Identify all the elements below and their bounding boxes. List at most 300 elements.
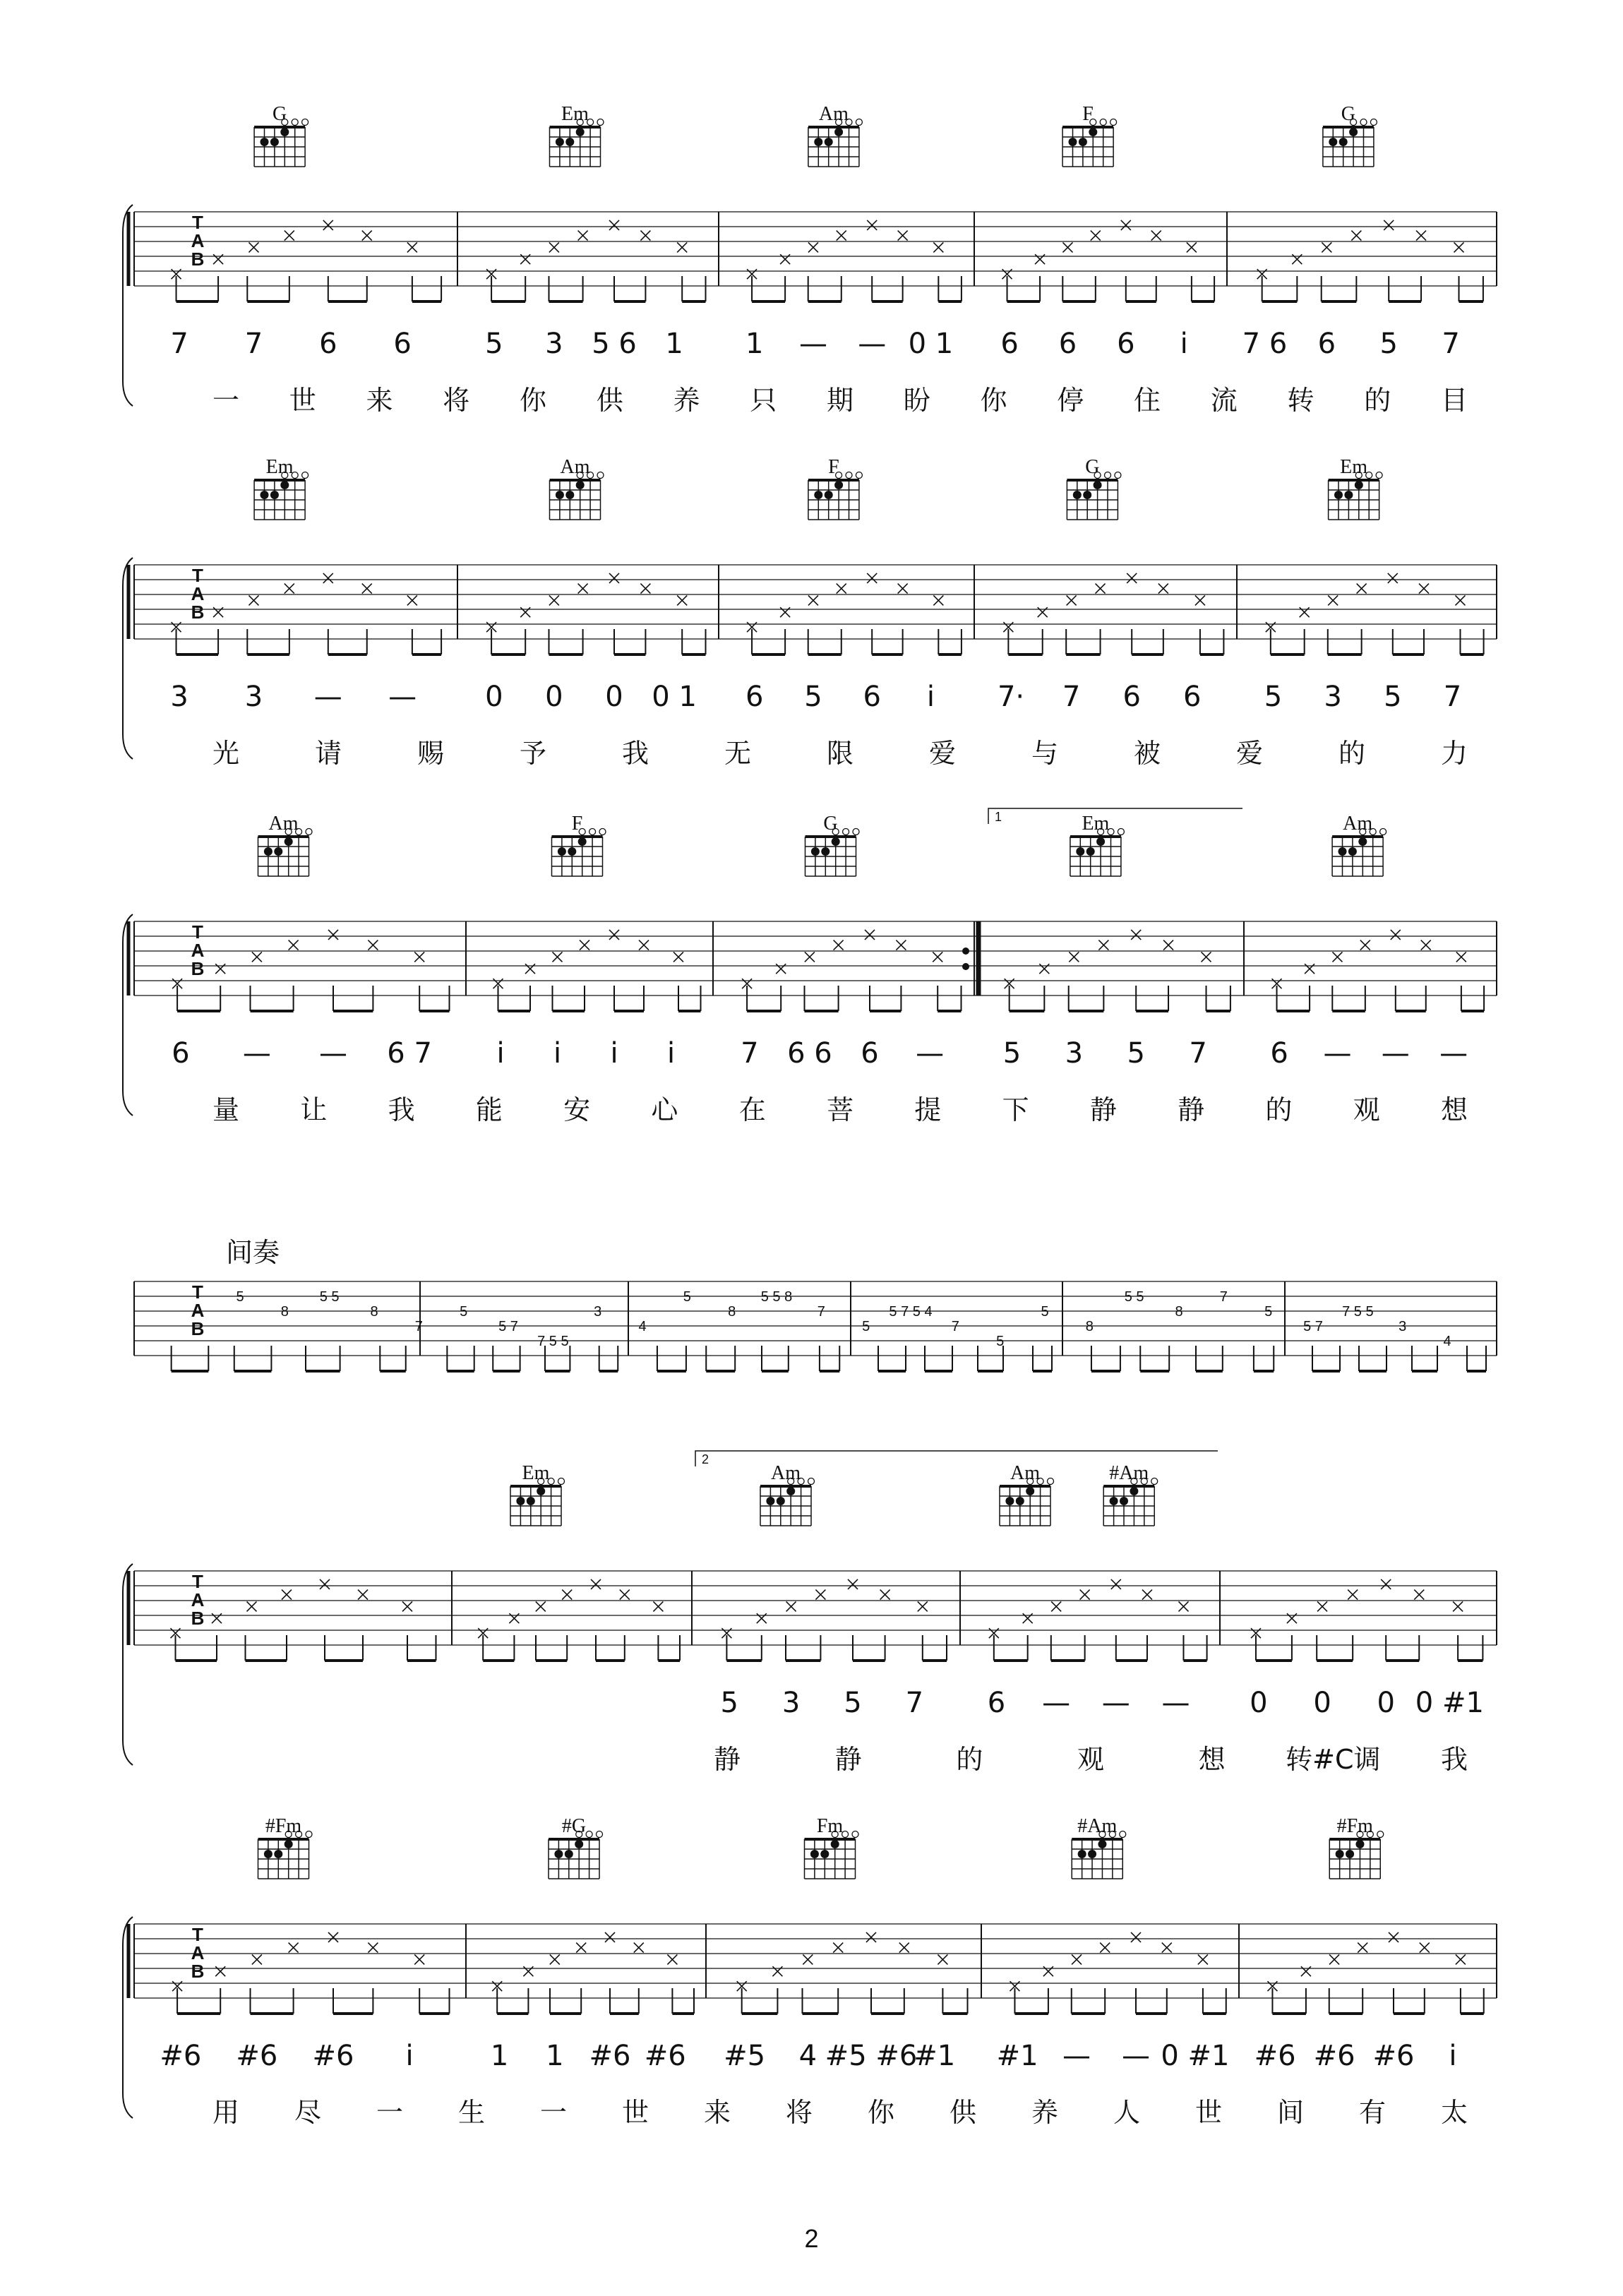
jianpu-note: 6 [987,1687,1006,1719]
finger-dot [1089,128,1097,136]
lyric: 静 [1178,1094,1205,1125]
volta-number: 1 [994,810,1002,824]
finger-dot [1338,847,1347,856]
strum-x [1454,242,1464,252]
jianpu-note: 1 [745,328,764,360]
jianpu-note: #6 [644,2040,686,2072]
lyric: 下 [1002,1094,1029,1125]
lyric: 流 [1210,385,1238,416]
jianpu-note: 1 [546,2040,564,2072]
strum-x [780,607,790,617]
strum-x [815,1590,825,1600]
jianpu-note: 7 6 [1242,328,1288,360]
jianpu-note: 5 [1379,328,1398,360]
strum-x [520,254,530,264]
strum-x [667,1954,677,1964]
lyric: 一 [212,385,240,416]
lyric: 限 [826,738,854,769]
lyric: 供 [949,2097,977,2128]
chord-diagram [1329,472,1383,520]
finger-dot [578,837,587,846]
lyric: 有 [1358,2097,1387,2128]
finger-dot [1355,1840,1364,1848]
strum-x [867,220,877,230]
lyric: 的 [1364,385,1391,416]
finger-dot [556,138,564,146]
lyric: 予 [519,738,547,769]
strum-x [938,1954,947,1964]
tab-clef: T [192,1571,203,1592]
finger-dot [1336,1850,1344,1858]
lyric: 静 [713,1744,741,1775]
lyric: 被 [1133,738,1161,769]
strum-x [1301,1966,1311,1976]
jianpu-note: 6 6 [787,1037,832,1070]
jianpu-note: 5 [485,328,503,360]
strum-x [580,940,589,950]
strum-x [1360,940,1370,950]
jianpu-note: 1 [490,2040,509,2072]
lyric: 安 [563,1094,591,1125]
jianpu-note: 5 [804,681,822,713]
finger-dot [565,491,574,499]
finger-dot [825,138,833,146]
chord-name: #Fm [1336,1815,1373,1837]
strum-x [1111,1579,1121,1589]
jianpu-note: 6 [172,1037,190,1070]
strum-x [865,930,875,940]
jianpu-note: — [858,328,887,360]
strum-x [803,1954,813,1964]
system-6 [123,1815,1497,2128]
strum-x [1039,964,1049,974]
chord-diagram [258,1831,313,1879]
volta-number: 2 [701,1452,709,1466]
chord-diagram [1329,1831,1384,1879]
tab-fret-number: 5 7 [1303,1319,1323,1334]
tab-clef: A [191,940,205,961]
strum-x [252,952,262,962]
lyric: 来 [366,385,393,416]
jianpu-note: #5 [724,2040,766,2072]
finger-dot [1073,491,1082,499]
strum-x [1158,584,1168,594]
strum-x [1072,1954,1082,1964]
strum-x [653,1601,663,1611]
strum-x [285,231,294,241]
strum-x [1069,952,1079,962]
strum-x [1351,231,1361,241]
jianpu-note: i [496,1037,505,1070]
tab-clef: T [192,565,203,586]
chord-diagram [254,472,309,520]
finger-dot [575,1840,583,1848]
chord-diagram [1332,829,1387,877]
strum-x [215,1966,225,1976]
chord-name: Am [1010,1462,1040,1484]
jianpu-note: 5 [1264,681,1283,713]
jianpu-note: — [916,1037,945,1070]
lyric: 想 [1198,1744,1226,1775]
strum-x [1453,1601,1463,1611]
strum-x [933,952,942,962]
lyric: 目 [1440,385,1468,416]
tab-fret-number: 5 [683,1289,691,1305]
strum-x [639,940,649,950]
strum-x [1389,1932,1399,1942]
tab-fret-number: 8 [1085,1319,1094,1334]
strum-x [677,242,687,252]
lyric: 让 [300,1094,328,1125]
strum-x [1178,1601,1188,1611]
chord-diagram [550,472,604,520]
chord-name: Am [268,813,299,835]
strum-x [1121,220,1131,230]
strum-x [933,595,943,605]
finger-dot [565,138,574,146]
jianpu-note: #6 [1313,2040,1355,2072]
finger-dot [270,138,279,146]
lyric: 与 [1031,738,1059,769]
lyric: 转 [1287,385,1314,416]
chord-name: Em [522,1462,550,1484]
lyric: 世 [1194,2097,1223,2128]
tab-clef: A [191,583,205,604]
strum-x [1127,573,1137,583]
strum-x [772,1966,782,1976]
chord-name: #G [561,1815,587,1837]
lyric: 只 [750,385,777,416]
chord-name: Em [1082,813,1110,835]
jianpu-note: 3 [1324,681,1342,713]
chord-name: #Am [1077,1815,1118,1837]
strum-x [591,1579,601,1589]
tab-clef: B [191,1318,205,1339]
strum-x [776,964,786,974]
strum-x [576,1943,586,1953]
lyric: 的 [1265,1094,1293,1125]
lyric: 你 [867,2097,895,2128]
finger-dot [558,847,566,856]
tab-fret-number: 5 [236,1289,244,1305]
jianpu-note: 6 [1000,328,1019,360]
jianpu-note: #6 [312,2040,354,2072]
finger-dot [576,481,585,489]
strum-x [1292,254,1302,264]
finger-dot [832,837,840,846]
tab-fret-number: 7 [817,1304,825,1320]
strum-x [609,573,619,583]
strum-x [1328,595,1338,605]
tab-fret-number: 8 [1175,1304,1183,1320]
lyric: 将 [443,385,470,416]
strum-x [640,584,650,594]
strum-x [323,573,333,583]
jianpu-note: 5 [844,1687,862,1719]
strum-x [358,1590,368,1600]
strum-x [402,1601,412,1611]
tab-fret-number: 5 5 8 [760,1289,793,1305]
tab-fret-number: 5 [862,1319,870,1334]
strum-x [1091,231,1101,241]
strum-x [252,1954,262,1964]
jianpu-note: — [242,1037,271,1070]
jianpu-note: 6 [1270,1037,1288,1070]
strum-x [368,1943,378,1953]
chord-name: #Fm [265,1815,302,1837]
jianpu-note: 7 [1189,1037,1207,1070]
strum-x [867,573,877,583]
finger-dot [834,481,843,489]
tab-clef: T [192,1924,203,1945]
strum-x [1391,930,1401,940]
chord-name: Fm [816,1815,844,1837]
finger-dot [825,491,833,499]
strum-x [1142,1590,1152,1600]
jianpu-note: — [1381,1037,1410,1070]
strum-x [605,1932,615,1942]
jianpu-note: — [798,328,827,360]
lyric: 爱 [928,738,957,769]
strum-x [1195,595,1205,605]
jianpu-note: 0 [1313,1687,1331,1719]
lyric: 在 [738,1094,766,1125]
finger-dot [1083,491,1091,499]
tab-clef: B [191,1961,205,1982]
lyric: 转#C调 [1286,1744,1381,1775]
strum-x [1419,584,1429,594]
strum-x [808,595,818,605]
finger-dot [280,128,289,136]
chord-name: Em [561,103,589,125]
tab-fret-number: 8 [280,1304,289,1320]
strum-x [1043,1966,1053,1976]
tab-clef: T [192,1281,203,1303]
strum-x [1098,940,1108,950]
strum-x [898,231,908,241]
finger-dot [1120,1497,1128,1505]
strum-x [328,930,338,940]
strum-x [414,1954,424,1964]
strum-x [1187,242,1197,252]
finger-dot [527,1497,535,1505]
strum-x [1317,1601,1327,1611]
tab-fret-number: 8 [370,1304,378,1320]
jianpu-note: — [1122,2040,1150,2072]
jianpu-note: 5 [1384,681,1402,713]
chord-diagram [1067,472,1121,520]
tab-clef: B [191,249,205,270]
lyric: 想 [1440,1094,1468,1125]
strum-x [520,607,530,617]
strum-x [536,1601,546,1611]
lyric: 太 [1440,2097,1468,2128]
chord-name: Am [771,1462,801,1484]
strum-x [786,1601,796,1611]
finger-dot [814,138,822,146]
tab-clef: T [192,921,203,943]
jianpu-note: 7 [905,1687,924,1719]
jianpu-note: 0 [485,681,503,713]
strum-x [1384,220,1394,230]
jianpu-note: 6 [861,1037,879,1070]
jianpu-note: 7 [170,328,188,360]
strum-x [933,242,943,252]
lyric: 来 [703,2097,731,2128]
jianpu-note: 7 [1062,681,1081,713]
strum-x [834,940,844,950]
finger-dot [1348,847,1357,856]
tab-fret-number: 7 5 5 [1342,1304,1374,1320]
finger-dot [821,847,830,856]
strum-x [1455,595,1465,605]
finger-dot [814,491,822,499]
jianpu-note: — [1101,1687,1130,1719]
tab-fret-number: 5 [1041,1304,1049,1320]
jianpu-note: — [1062,2040,1091,2072]
finger-dot [786,1487,795,1495]
tab-clef: B [191,602,205,623]
lyric: 间 [1276,2097,1305,2128]
strum-x [1300,607,1310,617]
tab-clef: A [191,1942,205,1963]
strum-x [1381,1579,1391,1589]
lyric: 量 [212,1094,240,1125]
chord-name: F [571,813,583,835]
lyric: 赐 [417,738,445,769]
jianpu-note: 1 [665,328,683,360]
jianpu-note: i [926,681,935,713]
tab-fret-number: 5 7 [498,1319,518,1334]
strum-x [248,242,258,252]
finger-dot [1088,1850,1096,1858]
tab-fret-number: 7 [1219,1289,1228,1305]
finger-dot [554,1850,563,1858]
strum-x [414,952,424,962]
lyric: 无 [724,738,752,769]
finger-dot [1005,1497,1014,1505]
lyric: 请 [314,738,342,769]
jianpu-note: i [1449,2040,1457,2072]
strum-x [549,595,559,605]
strum-x [549,242,559,252]
finger-dot [1339,138,1348,146]
jianpu-note: 7 [1442,328,1460,360]
strum-x [213,254,223,264]
jianpu-note: — [388,681,417,713]
chord-diagram [258,829,313,877]
strum-x [609,930,619,940]
strum-x [1062,242,1072,252]
tab-fret-number: 7 [414,1319,423,1334]
finger-dot [1079,138,1087,146]
finger-dot [831,1840,839,1848]
strum-x [898,584,908,594]
finger-dot [1349,128,1358,136]
strum-x [1456,1954,1466,1964]
jianpu-note: 4 [798,2040,818,2072]
system-2 [123,456,1497,769]
strum-x [1416,231,1426,241]
chord-diagram [254,119,309,167]
lyric: 一 [376,2097,404,2128]
chord-name: G [823,813,838,835]
jianpu-note: 3 [244,681,263,713]
strum-x [212,1613,222,1623]
system-3 [123,808,1497,1125]
jianpu-note: i [610,1037,618,1070]
strum-x [362,231,372,241]
chord-diagram [552,829,606,877]
tab-fret-number: 3 [594,1304,602,1320]
finger-dot [280,481,289,489]
tab-clef: B [191,1608,205,1629]
lyric: 停 [1057,385,1084,416]
jianpu-note: i [666,1037,676,1070]
strum-x [289,940,299,950]
strum-x [620,1590,630,1600]
jianpu-note: 0 1 [908,328,954,360]
strum-x [368,940,378,950]
strum-x [848,1579,858,1589]
lyric: 将 [785,2097,813,2128]
volta-bracket [988,808,1242,824]
strum-x [673,952,683,962]
tab-clef: T [192,212,203,233]
strum-x [362,584,372,594]
strum-x [634,1943,644,1953]
strum-x [1131,1932,1141,1942]
tab-clef: A [191,1300,205,1321]
jianpu-note: #6 [589,2040,631,2072]
strum-x [837,584,846,594]
lyric: 供 [596,385,623,416]
jianpu-note: — [1161,1687,1190,1719]
finger-dot [1078,1850,1086,1858]
finger-dot [274,1850,282,1858]
finger-dot [537,1487,545,1495]
strum-x [578,231,588,241]
chord-diagram [805,1831,859,1879]
chord-name: #Am [1109,1462,1149,1484]
strum-x [320,1579,330,1589]
lyric: 我 [388,1094,415,1125]
jianpu-note: 0 [1377,1687,1395,1719]
strum-x [213,607,223,617]
strum-x [757,1613,767,1623]
finger-dot [264,847,273,856]
lyric: 尽 [294,2097,322,2128]
strum-x [1038,607,1048,617]
finger-dot [1096,837,1105,846]
chord-diagram [549,1831,603,1879]
chord-name: Am [818,103,849,125]
strum-x [1322,242,1331,252]
strum-x [609,220,619,230]
strum-x [1023,1613,1033,1623]
strum-x [896,940,906,950]
strum-x [1456,952,1466,962]
lyric: 我 [1440,1744,1468,1775]
finger-dot [1076,847,1084,856]
lyric: 的 [956,1744,983,1775]
chord-diagram [1000,1478,1054,1526]
strum-x [285,584,294,594]
strum-x [523,1966,533,1976]
tab-fret-number: 5 [460,1304,468,1320]
lyric: 静 [1089,1094,1117,1125]
jianpu-note: 6 [319,328,337,360]
